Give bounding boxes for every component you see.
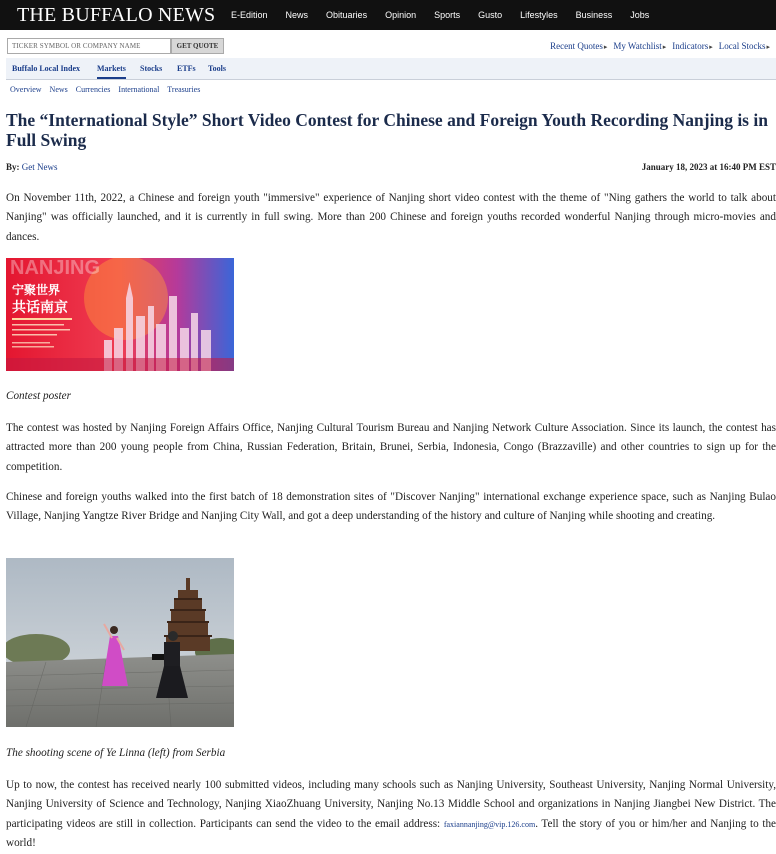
tab-buffalo-local-index[interactable]: Buffalo Local Index xyxy=(12,64,81,73)
byline xyxy=(6,162,58,172)
poster-title-line1: 宁聚世界 xyxy=(12,283,61,297)
article-paragraph-4 xyxy=(6,776,776,853)
subnav-currencies[interactable]: Currencies xyxy=(75,85,111,94)
nav-lifestyles[interactable]: Lifestyles xyxy=(520,10,558,20)
my-watchlist-link[interactable]: My Watchlist ▸ xyxy=(613,41,666,51)
article-paragraph-3: Chinese and foreign youths walked into the first batch of 18 demonstration sites of "Discover Nanjing" international exchange experience space, such as Nanjing Bulao Village, Nanjing Yangtze River Bridge and Nanjing City Wall, and got a deep understanding of the history and culture of Nanjing while shooting and creating. xyxy=(6,491,776,523)
subnav-news[interactable]: News xyxy=(49,85,68,94)
article-paragraph-2: The contest was hosted by Nanjing Foreign Affairs Office, Nanjing Cultural Tourism Bureau and Nanjing Network Culture Association. Since its launch, the contest has attracted more than 200 young people from China, Russian Federation, Britain, Brunei, Serbia, Indonesia, Congo (Brazzaville) and other countries to sign up for the competition. xyxy=(6,422,776,473)
byline-label: By: xyxy=(6,162,20,172)
poster-watermark-text: NANJING xyxy=(10,258,101,279)
nav-jobs[interactable]: Jobs xyxy=(630,10,650,20)
author-link[interactable]: Get News xyxy=(21,162,58,172)
contest-email-link[interactable]: faxiannanjing@vip.126.com xyxy=(443,819,536,829)
tab-markets[interactable]: Markets xyxy=(97,64,126,79)
poster-graphic xyxy=(6,258,234,371)
get-quote-button[interactable]: GET QUOTE xyxy=(171,38,224,54)
paragraph-4-ending: . Tell the story of you or him/her and Nanjing to the world! xyxy=(6,817,776,849)
quote-quick-links xyxy=(544,41,770,51)
shooting-scene-photo xyxy=(6,558,234,727)
tab-etfs[interactable]: ETFs xyxy=(177,64,196,73)
paragraph-4-text: Up to now, the contest has received nearly 100 submitted videos, including many schools such as Nanjing University, Southeast University, Nanjing Normal University, Nanjing University of Science and Technology, Nanjing XiaoZhuang University, Nanjing No.13 Middle School and organizations in Nanjing Jiangbei New District. The participating videos are still in collection. Participants can send the video to the email address: xyxy=(6,779,776,830)
poster-caption: Contest poster xyxy=(6,390,71,402)
nav-gusto[interactable]: Gusto xyxy=(478,10,503,20)
market-nav xyxy=(6,58,776,80)
photo-graphic xyxy=(6,558,234,727)
recent-quotes-link[interactable]: Recent Quotes ▸ xyxy=(550,41,607,51)
nav-sports[interactable]: Sports xyxy=(434,10,461,20)
photo-caption: The shooting scene of Ye Linna (left) from Serbia xyxy=(6,747,226,759)
local-stocks-link[interactable]: Local Stocks ▸ xyxy=(719,41,770,51)
main-nav xyxy=(231,10,667,20)
ticker-search-input[interactable]: TICKER SYMBOL OR COMPANY NAME xyxy=(7,38,171,54)
contest-poster-image xyxy=(6,258,234,371)
tab-stocks[interactable]: Stocks xyxy=(140,64,163,73)
article-headline: The “International Style” Short Video Contest for Chinese and Foreign Youth Recording Nanjing is in Full Swing xyxy=(6,110,768,150)
article-paragraph-1: On November 11th, 2022, a Chinese and foreign youth "immersive" experience of Nanjing short video contest with the theme of "Ning gathers the world to talk about Nanjing" was officially launched, and it is currently in full swing. More than 200 Chinese and foreign youths recorded wonderful Nanjing through micro-movies and dances. xyxy=(6,192,776,243)
poster-title-line2: 共话南京 xyxy=(12,300,68,316)
top-nav-bar xyxy=(0,0,776,30)
publish-date: January 18, 2023 at 16:40 PM EST xyxy=(641,162,776,172)
subnav-overview[interactable]: Overview xyxy=(10,85,42,94)
subnav-treasuries[interactable]: Treasuries xyxy=(167,85,201,94)
nav-news[interactable]: News xyxy=(285,10,309,20)
nav-business[interactable]: Business xyxy=(575,10,613,20)
nav-opinion[interactable]: Opinion xyxy=(385,10,417,20)
markets-sub-nav xyxy=(10,85,208,94)
indicators-link[interactable]: Indicators ▸ xyxy=(672,41,713,51)
tab-tools[interactable]: Tools xyxy=(208,64,226,73)
site-logo[interactable]: THE BUFFALO NEWS xyxy=(17,4,216,26)
nav-e-edition[interactable]: E-Edition xyxy=(231,10,268,20)
nav-obituaries[interactable]: Obituaries xyxy=(326,10,368,20)
subnav-international[interactable]: International xyxy=(118,85,160,94)
